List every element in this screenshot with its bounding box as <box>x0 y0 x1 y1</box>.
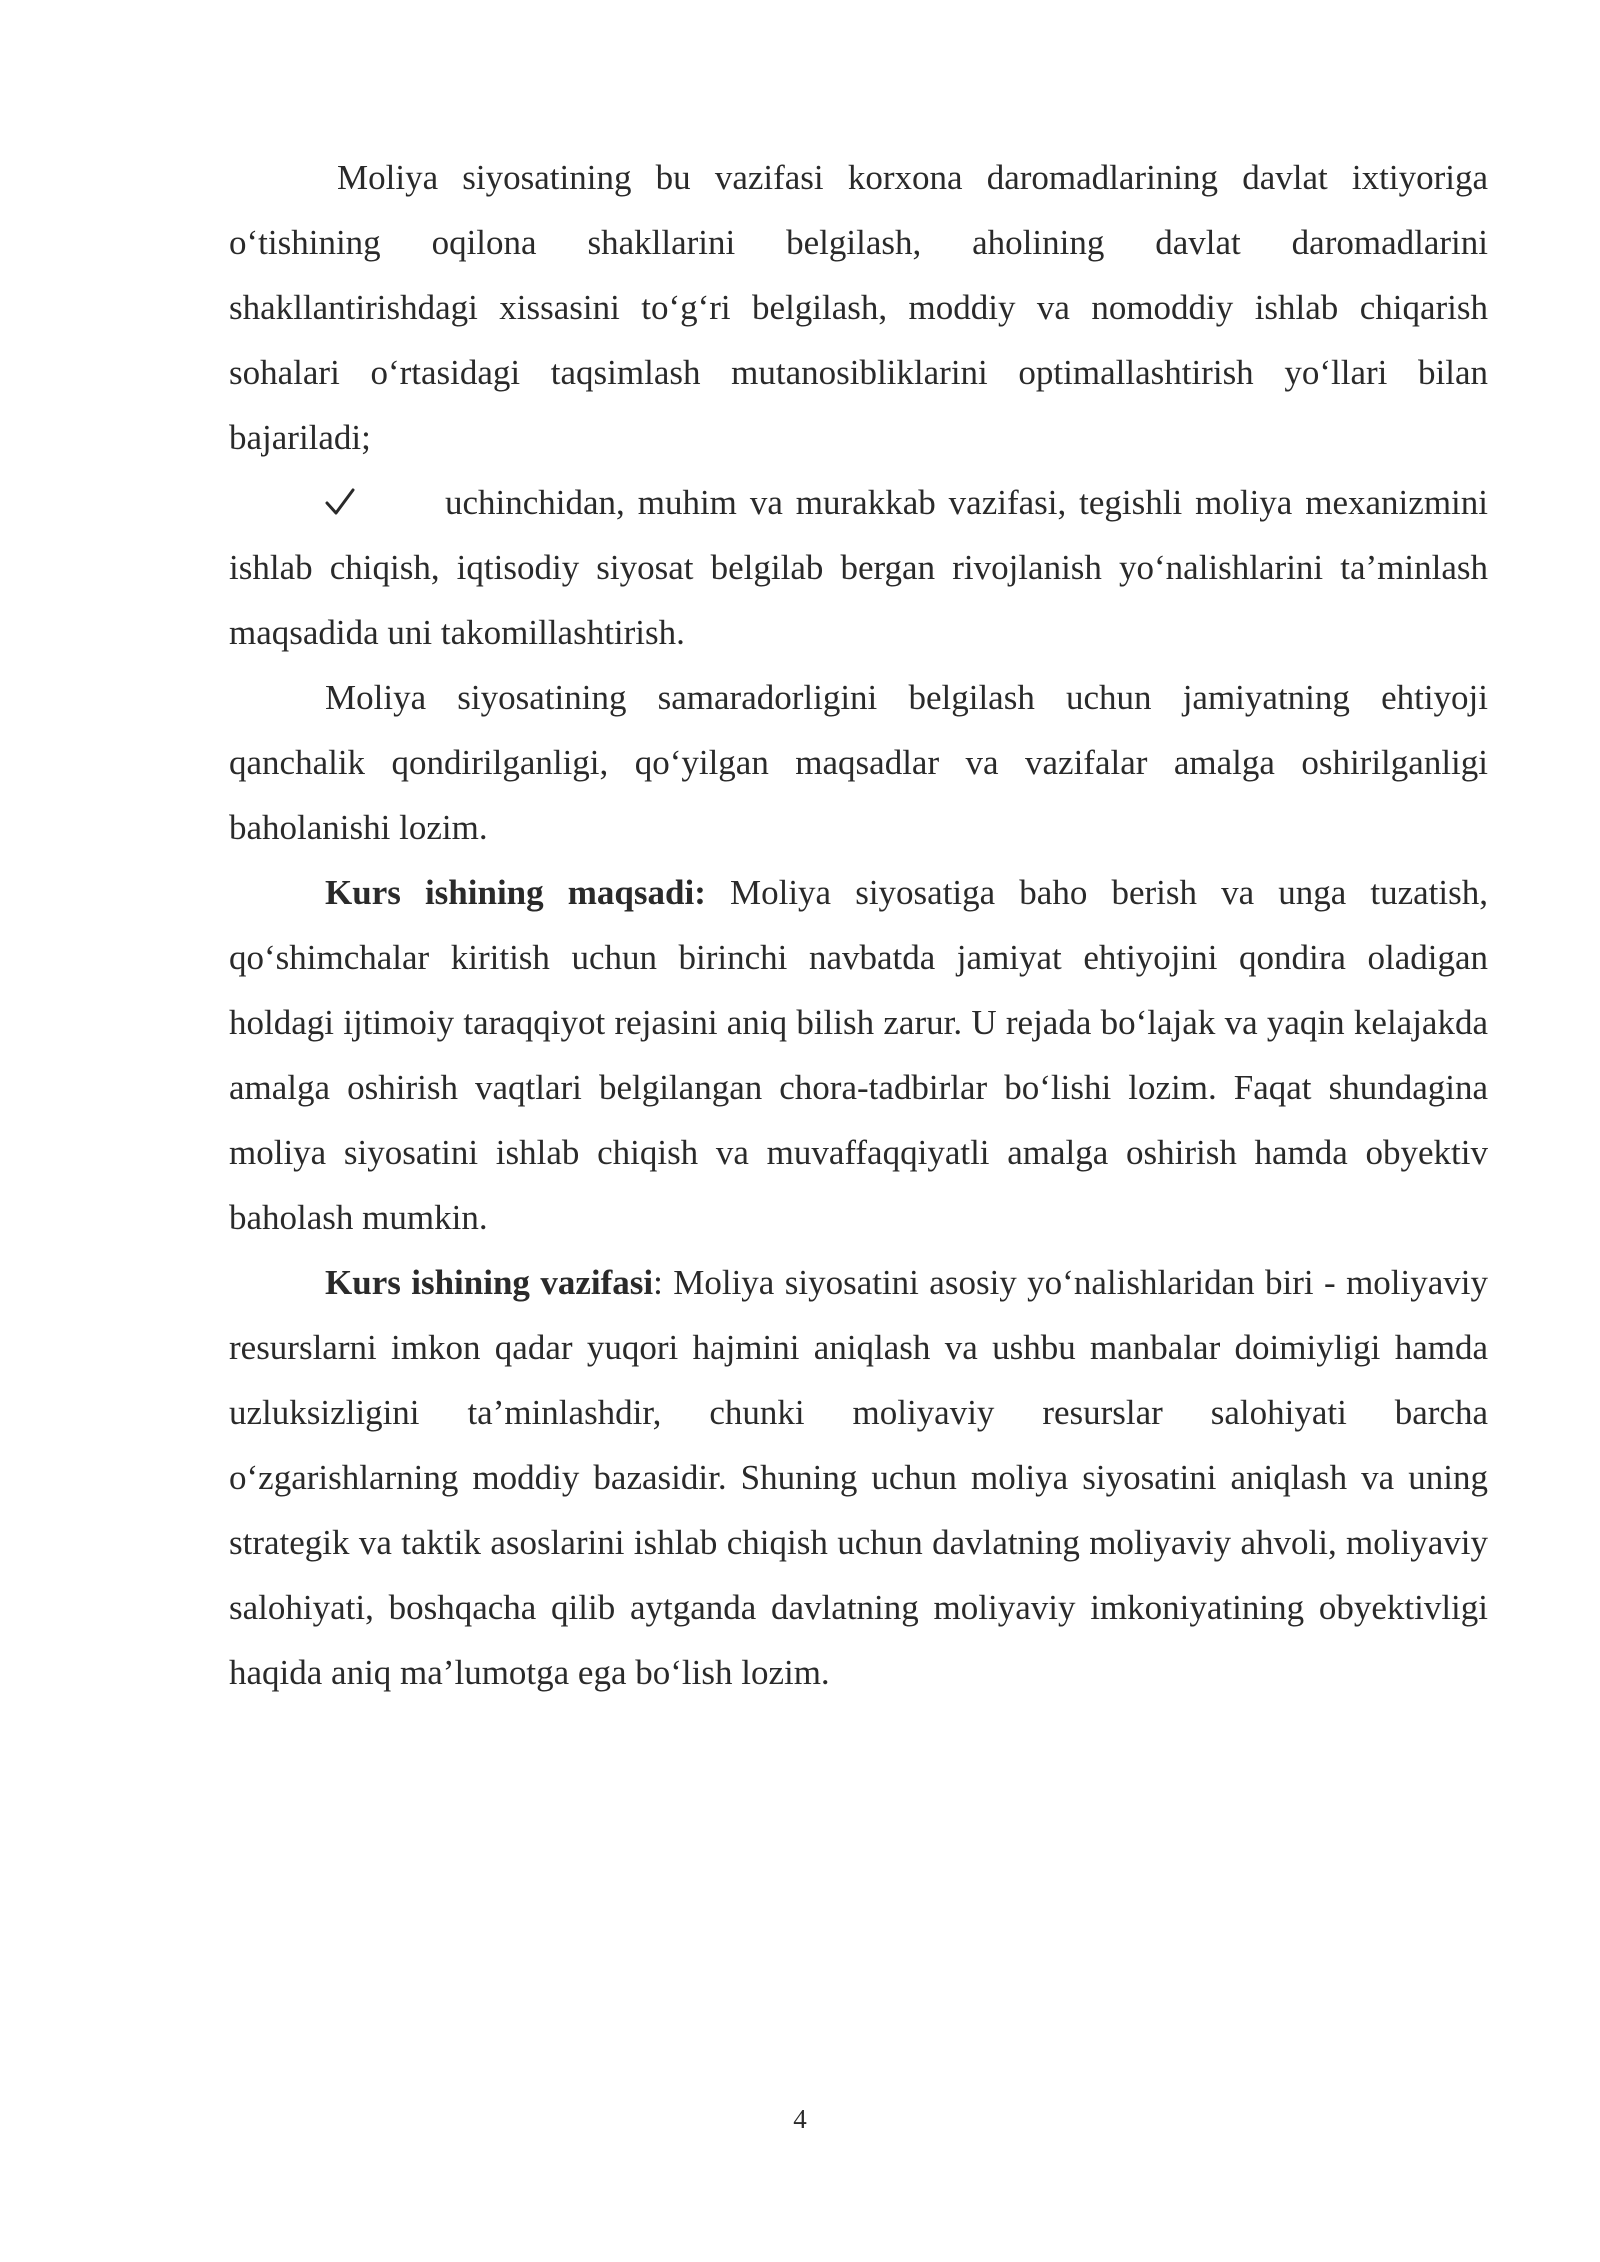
page-number: 4 <box>793 2104 807 2134</box>
paragraph-efficiency <box>229 665 1488 860</box>
paragraph-efficiency-text: Moliya siyosatining samaradorligini belgilash uchun jamiyatning ehtiyoji qanchalik qondirilganligi, qo‘yilgan maqsadlar va vazifalar amalga oshirilganligi baholanishi lozim. <box>229 678 1488 847</box>
paragraph-intro <box>229 145 1488 470</box>
goal-heading: Kurs ishining maqsadi: <box>325 873 706 912</box>
bullet-item <box>229 470 1488 665</box>
bullet-item-text: uchinchidan, muhim va murakkab vazifasi, tegishli moliya mexanizmini ishlab chiqish, iqtisodiy siyosat belgilab bergan rivojlanish yo‘nalishlarini ta’minlash maqsadida uni takomillashtirish. <box>229 483 1488 652</box>
task-heading: Kurs ishining vazifasi <box>325 1263 654 1302</box>
task-colon: : <box>653 1263 663 1302</box>
task-text: Moliya siyosatini asosiy yo‘nalishlaridan biri - moliyaviy resurslarni imkon qadar yuqori hajmini aniqlash va ushbu manbalar doimiyligi hamda uzluksizligini ta’minlashdir, chunki moliyaviy resurslar salohiyati barcha o‘zgarishlarning moddiy bazasidir. Shuning uchun moliya siyosatini aniqlash va uning strategik va taktik asoslarini ishlab chiqish uchun davlatning moliyaviy ahvoli, moliyaviy salohiyati, boshqacha qilib aytganda davlatning moliyaviy imkoniyatining obyektivligi haqida aniq ma’lumotga ega bo‘lish lozim. <box>229 1263 1488 1692</box>
body-text <box>229 145 1488 1705</box>
goal-text: Moliya siyosatiga baho berish va unga tuzatish, qo‘shimchalar kiritish uchun birinchi navbatda jamiyat ehtiyojini qondira oladigan holdagi ijtimoiy taraqqiyot rejasini aniq bilish zarur. U rejada bo‘lajak va yaqin kelajakda amalga oshirish vaqtlari belgilangan chora-tadbirlar bo‘lishi lozim. Faqat shundagina moliya siyosatini ishlab chiqish va muvaffaqqiyatli amalga oshirish hamda obyektiv baholash mumkin. <box>229 873 1488 1237</box>
paragraph-goal <box>229 860 1488 1250</box>
check-icon <box>325 470 445 535</box>
paragraph-task <box>229 1250 1488 1705</box>
paragraph-intro-text: Moliya siyosatining bu vazifasi korxona daromadlarining davlat ixtiyoriga o‘tishining oqilona shakllarini belgilash, aholining davlat daromadlarini shakllantirishdagi xissasini to‘g‘ri belgilash, moddiy va nomoddiy ishlab chiqarish sohalari o‘rtasidagi taqsimlash mutanosibliklarini optimallashtirish yo‘llari bilan bajariladi; <box>229 158 1488 457</box>
